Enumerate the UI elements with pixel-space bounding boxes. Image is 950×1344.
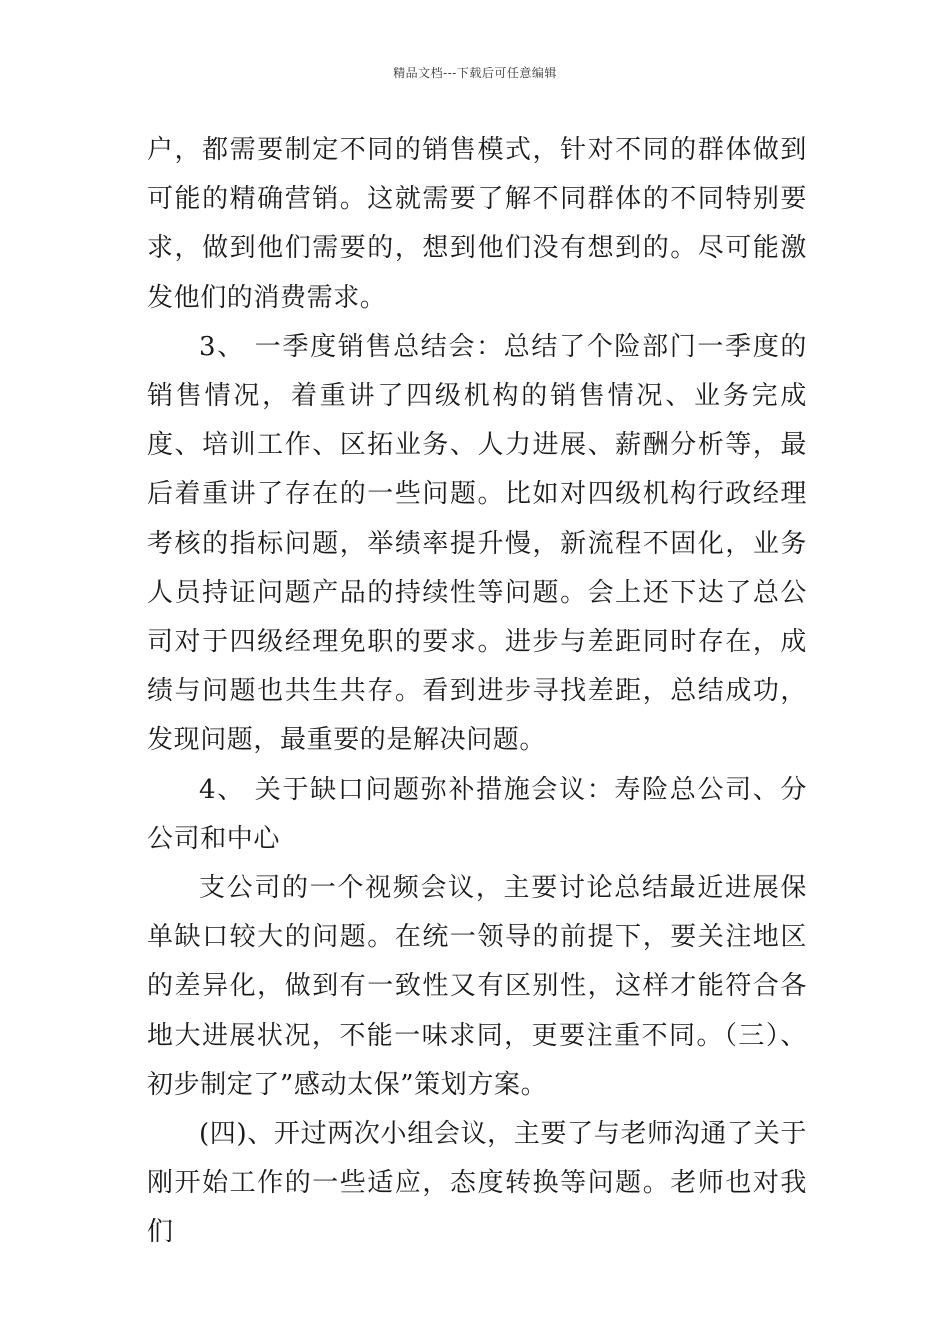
paragraph-1: 户，都需要制定不同的销售模式，针对不同的群体做到可能的精确营销。这就需要了解不同群体的不同特别要求，做到他们需要的，想到他们没有想到的。尽可能激发他们的消费需求。 [147, 135, 807, 313]
paragraph-2: 3、 一季度销售总结会：总结了个险部门一季度的销售情况，着重讲了四级机构的销售情况、业务完成度、培训工作、区拓业务、人力进展、薪酬分析等，最后着重讲了存在的一些问题。比如对四级机构行政经理考核的指标问题，举绩率提升慢，新流程不固化，业务人员持证问题产品的持续性等问题。会上还下达了总公司对于四级经理免职的要求。进步与差距同时存在，成绩与问题也共生共存。看到进步寻找差距，总结成功，发现问题，最重要的是解决问题。 [147, 331, 807, 756]
paragraph-5: (四)、开过两次小组会议，主要了与老师沟通了关于刚开始工作的一些适应，态度转换等问题。老师也对我们 [147, 1119, 807, 1248]
header-note: 精品文档---下载后可任意编辑 [393, 66, 557, 80]
document-body [147, 126, 807, 1258]
paragraph-3: 4、 关于缺口问题弥补措施会议：寿险总公司、分公司和中心 [147, 774, 807, 854]
paragraph-4: 支公司的一个视频会议，主要讨论总结最近进展保单缺口较大的问题。在统一领导的前提下，要关注地区的差异化，做到有一致性又有区别性，这样才能符合各地大进展状况，不能一味求同，更要注重不同。（三）、初步制定了”感动太保”策划方案。 [147, 873, 807, 1100]
